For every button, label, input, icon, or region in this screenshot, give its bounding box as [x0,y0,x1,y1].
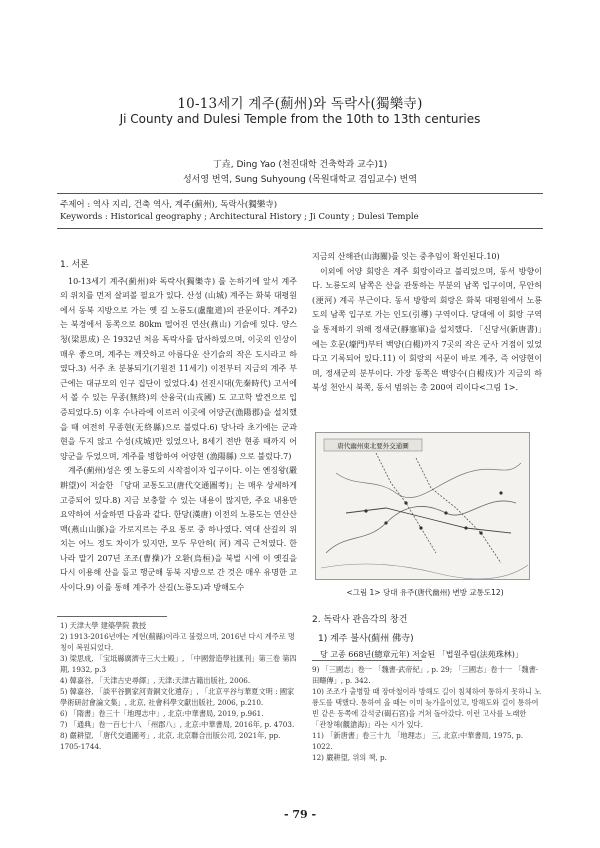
footnote: 2) 1913-2016년에는 계현(薊縣)이라고 불렸으며, 2016년 다시 계주로 명칭이 복원되었다. [60,632,295,652]
author-line: 丁垚, Ding Yao (천진대학 건축학과 교수)1) [212,160,388,170]
intro-paragraph-2: 계주(薊州)성은 옛 노룡도의 시작점이자 입구이다. 이는 옌징왕(嚴耕望)이 저술한 「당대 교통도고(唐代交通圖考)」는 매우 상세하게 고증되어 있다.8) 지금 보충할 수 있는 내용이 많지만, 주요 내용만 요약하여 서술하면 다음과 같다. 한당(漢唐) 이전의 노룡도는 연산산맥(燕山山脈)을 가로지르는 주요 통로 중 하나였다. 역대 산길의 위치는 어느 정도 차이가 있지만, 모두 무안허( 河) 계곡 근처였다. 한나라 말기 207년 조조(曹操)가 오환(烏桓)을 북벌 시에 이 옛길을 다시 이용해 산을 돌고 행군해 동북 지방으로 간 것은 매우 유명한 고사이다.9) 이를 통해 계주가 산길(노룡도)과 방해도수 [60,466,297,593]
footnote: 1) 天津大學 建築學院 教授 [60,621,147,630]
footnote: 8) 嚴耕望, 「唐代交通圖考」, 北京, 北京聯合出版公司, 2021年, pp. 1705-1744. [60,731,281,751]
footnote: 10) 조조가 출병할 때 장마철이라 방해도 길이 침체하여 통하지 못하니 노룡도를 택했다. 통하여 올 때는 이미 늦가을이었고, 방해도와 길이 통하여 빈 같은 동쪽에 갈석궁(碣石宮)을 거쳐 돌아갔다. 이런 고사를 노래한 「관창해(觀滄海)」라는 시가 있다. [312,687,542,729]
left-column [60,258,297,596]
footnote: 3) 梁思成, 「宝坻縣廣濟寺三大士殿」, 「中國營造學社匯刊」第三卷 第四期, 1932, p.3 [60,654,297,674]
page-number: - 79 - [283,808,317,821]
map-figure [315,432,530,580]
right-paragraph-2: 이외에 어양 회랑은 계주 회랑이라고 불리었으며, 동서 방향이다. 노룡도의 남쪽은 산을 관통하는 부분의 남쪽 입구이며, 무안허(浭河) 계곡 부근이다. 동서 방향의 회랑은 화북 대평원에서 노룡도의 남쪽 입구로 가는 인도(引導) 구역이다. 당대에 이 회랑 구역을 통제하기 위해 정새군(靜塞軍)을 설치했다. 「신당서(新唐書)」에는 호문(壕門)부터 백양(白楊)까지 7곳의 작은 군사 거점이 있었다고 기록되어 있다.11) 이 회랑의 서문이 바로 계주, 즉 어양현이며, 정새군의 분부이다. 가장 동쪽은 백양수(白楊戍)가 지금의 하북성 천안시 북쪽, 동서 범위는 총 200여 리이다<그림 1>. [312,266,542,393]
map-title: 唐代幽州東北要外交通圖 [337,442,409,450]
footnote: 7) 「通典」卷一百七十八 「州郡八」, 北京:中華書局, 2016年, p. 4703. [60,720,295,729]
footnote: 12) 嚴耕望, 위의 책, p. [312,753,387,762]
footnote: 5) 韓嘉谷, 「談平谷劉家河青銅文化遺存」, 「北京平谷与華夏文明 : 國家學術研討會論文集」, 北京, 社會科學文獻出版社, 2006, p.210. [60,687,295,707]
right-column [312,250,542,396]
right-section [312,613,542,663]
footnote-rule [312,660,422,661]
right-paragraph-1: 지금의 산해관(山海關)를 잇는 중추임이 확인된다.10) [312,252,500,261]
keywords-bottom-rule [57,228,543,229]
section-2-text: 당 고종 668년(總章元年) 저술된 「법원주림(法苑珠林)」 [320,650,523,660]
keywords-english: Keywords : Historical geography ; Architectural History ; Ji County ; Dulesi Temple [60,212,419,222]
footnote: 9) 「三國志」卷一 「魏書·武帝紀」, p. 29; 「三國志」卷十一 「魏書·田疇傳」, p. 342. [312,665,539,685]
figure-caption: <그림 1> 당대 유주(唐代幽州) 변방 교통도12) [346,588,504,597]
section-heading-2: 2. 독락사 관음각의 창건 [312,615,408,625]
keywords-top-rule [57,193,543,194]
keywords-korean: 주제어 : 역사 지리, 건축 역사, 계주(薊州), 독락사(獨樂寺) [60,200,278,210]
translator-line: 성서영 번역, Sung Suhyoung (목원대학교 겸임교수) 번역 [182,175,418,185]
footnote: 4) 韓嘉谷, 「天津古史尋繹」, 天津:天津古籍出版社, 2006. [60,676,251,685]
section-heading-intro: 1. 서론 [60,260,89,270]
intro-paragraph-1: 10-13세기 계주(薊州)와 독락사(獨樂寺) 를 논하기에 앞서 계주의 위치를 먼저 살펴볼 필요가 있다. 산성 (山城) 계주는 화북 대평원에서 동북 지방으로 가는 옛 길 노룡도(盧龍道)의 관문이다. 계주2)는 북경에서 동쪽으로 80km 떨어진 연산(燕山) 기슭에 있다. 양스청(梁思成) 은 1932년 처음 독락사를 답사하였으며, 이곳의 인상이 매우 좋으며, 계주는 깨끗하고 아름다운 산기슭의 작은 도시라고 하였다.3) 서주 초 분봉되기(기원전 11세기) 이전부터 지금의 계주 부근에는 대규모의 인구 집단이 있었다.4) 선진시대(先秦時代) 고서에서 볼 수 있는 무종(無終)의 산융국(山戎國) 도 고고학 발견으로 입증되었다.5) 이후 수나라에 이르러 이곳에 어양군(漁陽郡)을 설치했을 때 여전히 무종현(无終縣)으로 불렀다.6) 당나라 초기에는 군과 현을 두지 않고 수성(戍城)만 있었으나, 8세기 전반 현종 때까지 어양군을 두었으며, 계주를 병합하여 어양현 (漁陽縣) 으로 불렀다.7) [60,276,297,461]
subsection-heading: 1) 계주 불사(薊州 佛寺) [318,633,414,644]
right-footnotes [312,664,542,763]
paper-title: 10-13세기 계주(薊州)와 독락사(獨樂寺) [177,96,423,112]
footnote-rule [57,616,167,617]
paper-subtitle: Ji County and Dulesi Temple from the 10th to 13th centuries [119,112,481,126]
left-footnotes [60,620,297,752]
historical-map-image [316,433,529,579]
footnote: 11) 「新唐書」卷三十九 「地理志」 三, 北京:中華書局, 1975, p. 1022. [312,731,524,751]
footnote: 6) 「隋書」卷三十「地理志中」, 北京:中華書局, 2019, p.961. [60,709,264,718]
